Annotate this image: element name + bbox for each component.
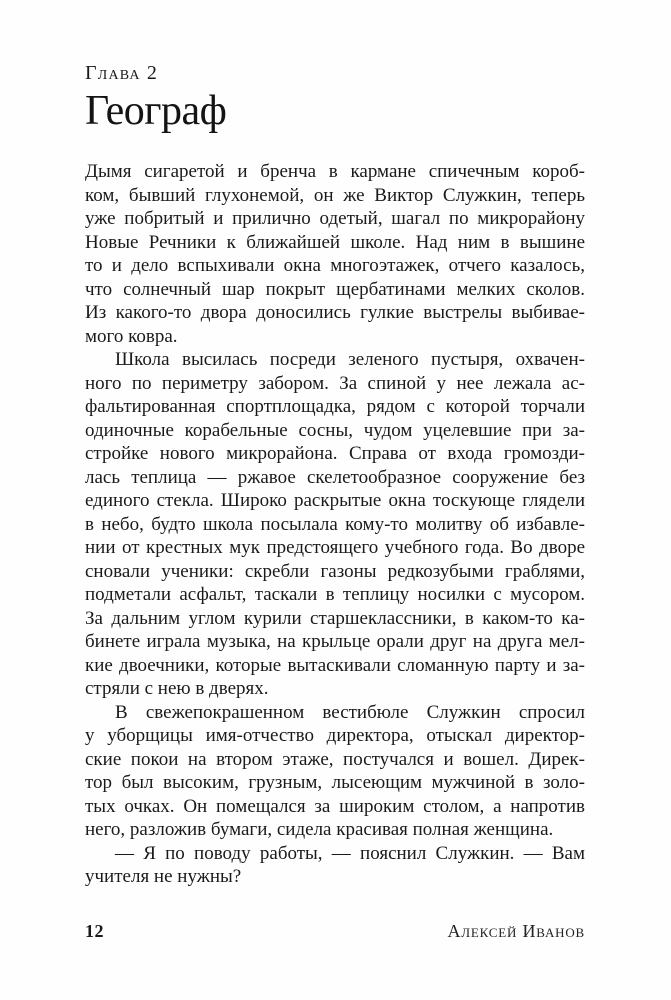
text-line: учителя не нужны? xyxy=(85,866,242,887)
text-line: сновали ученики: скребли газоны редкозубыми граблями, xyxy=(85,560,585,582)
text-line: Из какого-то двора доносились гулкие выстрелы выбивае- xyxy=(85,302,585,323)
text-line: подметали асфальт, таскали в теплицу носилки с мусором. xyxy=(85,584,585,605)
text-line: Новые Речники к ближайшей школе. Над ним в вышине xyxy=(85,231,585,253)
page-number: 12 xyxy=(85,921,104,941)
chapter-label: Глава 2 xyxy=(85,62,159,84)
text-line: одиночные корабельные сосны, чудом уцелевшие при за- xyxy=(85,419,585,441)
text-line: уже побритый и прилично одетый, шагал по микрорайону xyxy=(85,208,585,229)
text-line: В свежепокрашенном вестибюле Служкин спросил xyxy=(115,701,585,723)
text-line: За дальним углом курили старшеклассники, в каком-то ка- xyxy=(85,607,585,629)
text-line: Школа высилась посреди зеленого пустыря, охвачен- xyxy=(115,349,585,370)
text-line: нии от крестных мук предстоящего учебного года. Во дворе xyxy=(85,537,585,558)
text-line: бинете играла музыка, на крыльце орали друг на друга мел- xyxy=(85,631,585,652)
text-line: то и дело вспыхивали окна многоэтажек, отчего казалось, xyxy=(85,255,585,276)
text-line: стряли с нею в дверях. xyxy=(85,678,269,699)
text-line: лась теплица — ржавое скелетообразное сооружение без xyxy=(85,466,585,488)
text-line: — Я по поводу работы, — пояснил Служкин. — Вам xyxy=(115,842,585,864)
text-line: фальтированная спортплощадка, рядом с которой торчали xyxy=(85,396,585,417)
chapter-title: Географ xyxy=(85,88,227,134)
chapter-header xyxy=(85,62,585,134)
text-line: кие двоечники, которые вытаскивали сломанную парту и за- xyxy=(85,654,585,676)
running-head-author: Алексей Иванов xyxy=(447,921,585,941)
text-line: тор был высоким, грузным, лысеющим мужчиной в золо- xyxy=(85,772,585,793)
text-line: в небо, будто школа посылала кому-то молитву об избавле- xyxy=(85,513,585,535)
text-line: тых очках. Он помещался за широким столом, а напротив xyxy=(85,795,585,817)
text-line: ного по периметру забором. За спиной у нее лежала ас- xyxy=(85,372,585,394)
text-line: что солнечный шар покрыт щербатинами мелких сколов. xyxy=(85,278,585,300)
text-line: мого ковра. xyxy=(85,325,178,347)
text-line: Дымя сигаретой и бренча в кармане спичечным короб- xyxy=(85,161,585,182)
text-line: ские покои на втором этаже, постучался и вошел. Дирек- xyxy=(85,748,585,770)
text-line: ком, бывший глухонемой, он же Виктор Служкин, теперь xyxy=(85,184,585,206)
text-line: единого стекла. Широко раскрытые окна тоскующе глядели xyxy=(85,490,585,511)
text-line: него, разложив бумаги, сидела красивая полная женщина. xyxy=(85,819,554,840)
page-footer xyxy=(85,921,585,941)
text-line: у уборщицы имя-отчество директора, отыскал директор- xyxy=(85,725,585,746)
body-text xyxy=(85,160,585,889)
text-line: стройке нового микрорайона. Справа от входа громозди- xyxy=(85,443,585,464)
